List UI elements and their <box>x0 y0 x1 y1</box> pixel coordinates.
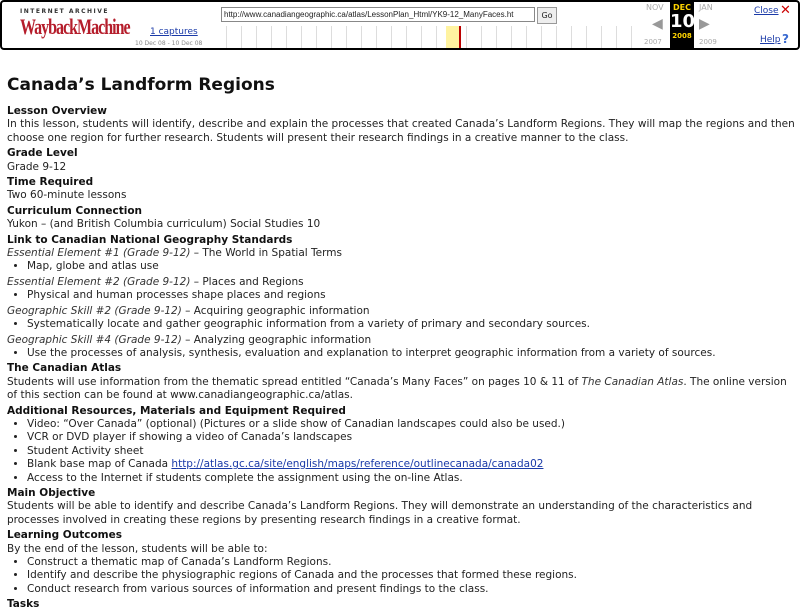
go-button[interactable]: Go <box>537 7 557 24</box>
standard-name: Essential Element #1 (Grade 9-12) <box>7 247 191 260</box>
outcome-item: • Construct a thematic map of Canada’s Landform Regions. <box>27 556 797 569</box>
wayback-logo-caption: INTERNET ARCHIVE <box>20 8 110 15</box>
standard-bullet: • Map, globe and atlas use <box>27 260 797 273</box>
atlas-text-a: Students will use information from the thematic spread entitled “Canada’s Many Faces” on pages 10 & 11 of <box>7 375 582 388</box>
standard-desc: – Acquiring geographic information <box>181 304 370 317</box>
standard-label <box>7 247 797 260</box>
lesson-content <box>7 74 797 612</box>
objective-text: Students will be able to identify and describe Canada’s Landform Regions. They will demonstrate an understanding of the characteristics and processes involved in creating these regions by presenting research findings in a creative format. <box>7 500 753 526</box>
time-heading: Time Required <box>7 176 94 189</box>
grade-text: Grade 9-12 <box>7 160 67 173</box>
standard-name: Geographic Skill #2 (Grade 9-12) <box>7 304 182 317</box>
standards-heading: Link to Canadian National Geography Standards <box>7 233 293 246</box>
help-icon[interactable]: ? <box>782 32 789 46</box>
resource-item: • Video: “Over Canada” (optional) (Pictures or a slide show of Canadian landscapes could also be used.) <box>27 418 797 431</box>
resource-item <box>27 458 797 471</box>
prev-arrow-icon[interactable]: ◀ <box>652 16 663 32</box>
standard-name: Essential Element #2 (Grade 9-12) <box>7 275 191 288</box>
next-arrow-icon[interactable]: ▶ <box>699 16 710 32</box>
standard-label <box>7 276 797 289</box>
close-icon[interactable]: ✕ <box>780 3 791 18</box>
standard-label <box>7 305 797 318</box>
next-year[interactable]: 2009 <box>699 38 717 46</box>
capture-range: 10 Dec 08 - 10 Dec 08 <box>135 40 203 47</box>
standard-desc: – The World in Spatial Terms <box>190 247 342 260</box>
atlas-heading: The Canadian Atlas <box>7 362 122 375</box>
standard-bullet: • Systematically locate and gather geographic information from a variety of primary and secondary sources. <box>27 318 797 331</box>
outcomes-intro: By the end of the lesson, students will be able to: <box>7 542 268 555</box>
objective-heading: Main Objective <box>7 486 96 499</box>
resource-text: Blank base map of Canada <box>27 458 172 471</box>
resource-item: • Student Activity sheet <box>27 445 797 458</box>
grade-heading: Grade Level <box>7 147 78 160</box>
current-date <box>670 2 694 48</box>
curriculum-heading: Curriculum Connection <box>7 204 143 217</box>
standard-bullet: • Use the processes of analysis, synthesis, evaluation and explanation to interpret geographic information from a variety of sources. <box>27 347 797 360</box>
atlas-text-b: . The online version of this section can be found at www.canadiangeographic.ca/atlas. <box>7 375 787 402</box>
standard-label <box>7 334 797 347</box>
resource-item: • Access to the Internet if students complete the assignment using the on-line Atlas. <box>27 472 797 485</box>
close-link[interactable]: Close <box>754 6 779 16</box>
captures-link[interactable]: 1 captures <box>150 27 198 37</box>
current-month: DEC <box>673 3 691 12</box>
atlas-text <box>7 376 797 403</box>
prev-month[interactable]: NOV <box>646 3 664 12</box>
capture-timeline[interactable] <box>212 26 642 48</box>
standard-desc: – Places and Regions <box>190 275 304 288</box>
wayback-logo[interactable]: WaybackMachine <box>20 16 130 40</box>
outcomes-heading: Learning Outcomes <box>7 529 122 542</box>
wayback-toolbar <box>0 0 800 50</box>
url-input[interactable]: http://www.canadiangeographic.ca/atlas/LessonPlan_Html/YK9-12_ManyFaces.ht <box>221 7 535 22</box>
timeline-capture-mark[interactable] <box>459 26 461 48</box>
time-text: Two 60-minute lessons <box>7 189 127 202</box>
tasks-heading: Tasks <box>7 598 40 611</box>
overview-heading: Lesson Overview <box>7 105 107 117</box>
current-year: 2008 <box>672 32 692 40</box>
standard-bullet: • Physical and human processes shape places and regions <box>27 289 797 302</box>
outcome-item: • Identify and describe the physiographic regions of Canada and the processes that formed these regions. <box>27 569 797 582</box>
next-month[interactable]: JAN <box>699 3 713 12</box>
current-day: 10 <box>670 11 696 32</box>
standard-desc: – Analyzing geographic information <box>181 333 372 346</box>
outcome-item: • Conduct research from various sources of information and present findings to the class. <box>27 583 797 596</box>
overview-text: In this lesson, students will identify, describe and explain the processes that created Canada’s Landform Regions. They will map the regions and then choose one region for further research. Students will present their research findings in a creative manner to the class. <box>7 118 795 144</box>
curriculum-text: Yukon – (and British Columbia curriculum) Social Studies 10 <box>7 218 321 231</box>
resource-item: • VCR or DVD player if showing a video of Canada’s landscapes <box>27 431 797 444</box>
page-title: Canada’s Landform Regions <box>7 75 275 95</box>
prev-year[interactable]: 2007 <box>644 38 662 46</box>
atlas-title: The Canadian Atlas <box>581 375 684 388</box>
resources-heading: Additional Resources, Materials and Equipment Required <box>7 404 346 417</box>
timeline-highlight <box>446 26 460 48</box>
standard-name: Geographic Skill #4 (Grade 9-12) <box>7 333 182 346</box>
base-map-link[interactable]: http://atlas.gc.ca/site/english/maps/reference/outlinecanada/canada02 <box>171 458 544 471</box>
help-link[interactable]: Help <box>760 35 781 45</box>
